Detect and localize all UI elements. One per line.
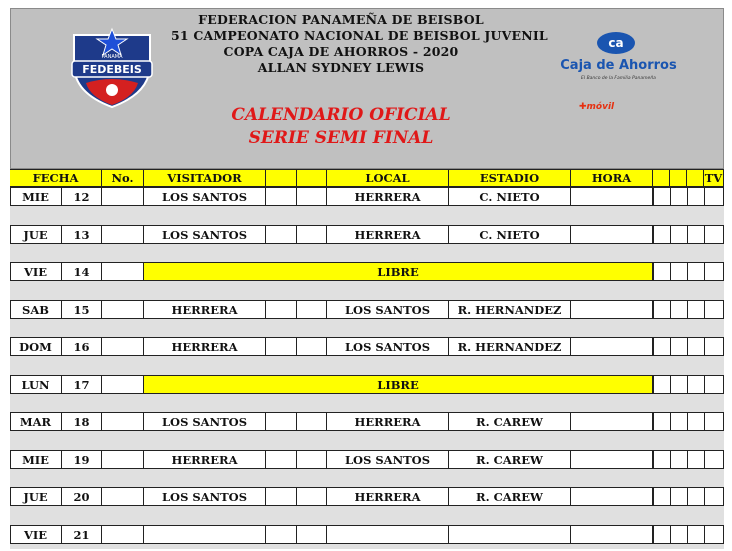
row-time [571,301,653,318]
row-visitor: HERRERA [144,451,266,468]
row-empty [266,488,297,505]
row-date: 19 [62,451,102,468]
table-row [10,225,724,244]
row-number [102,188,144,205]
row-libre: LIBRE [144,376,653,393]
table-row [10,337,724,356]
table-row [10,262,724,281]
row-date: 20 [62,488,102,505]
row-time [571,488,653,505]
subtitle-line-2: SERIE SEMI FINAL [248,128,434,148]
row-local: HERRERA [327,413,449,430]
row-time [571,413,653,430]
row-visitor: LOS SANTOS [144,413,266,430]
schedule-sheet [10,8,724,548]
row-day: VIE [10,263,62,280]
row-stadium: R. HERNANDEZ [449,301,571,318]
row-day: MIE [10,188,62,205]
row-local: HERRERA [327,488,449,505]
row-number [102,338,144,355]
sponsor-name: Caja de Ahorros [560,58,677,73]
col-local: LOCAL [327,170,449,186]
table-row [10,525,724,544]
row-local: LOS SANTOS [327,301,449,318]
row-number [102,263,144,280]
row-day: LUN [10,376,62,393]
table-row [10,300,724,319]
row-number [102,226,144,243]
row-date: 12 [62,188,102,205]
row-date: 16 [62,338,102,355]
row-empty [297,488,327,505]
caja-de-ahorros-logo [596,31,636,55]
row-empty [266,338,297,355]
row-local: LOS SANTOS [327,451,449,468]
row-time [571,526,653,543]
col-fecha: FECHA [10,170,102,186]
caja-logo-mark: ca [608,36,624,50]
row-number [102,376,144,393]
table-row [10,487,724,506]
row-empty [297,226,327,243]
row-stadium: R. CAREW [449,488,571,505]
row-stadium: R. CAREW [449,413,571,430]
col-tv-3 [687,170,704,186]
col-tv-1 [653,170,670,186]
row-empty [297,451,327,468]
subtitle-line-1: CALENDARIO OFICIAL [231,105,451,125]
row-day: SAB [10,301,62,318]
row-date: 17 [62,376,102,393]
schedule-header [10,8,724,169]
fedebeis-logo [66,27,158,109]
row-date: 15 [62,301,102,318]
row-time [571,188,653,205]
col-visitador: VISITADOR [144,170,266,186]
row-empty [297,301,327,318]
row-empty [297,338,327,355]
col-estadio: ESTADIO [449,170,571,186]
row-number [102,451,144,468]
row-stadium [449,526,571,543]
title-line-3: COPA CAJA DE AHORROS - 2020 [223,44,459,59]
row-day: JUE [10,226,62,243]
col-tv: TV [704,171,723,185]
row-visitor: LOS SANTOS [144,188,266,205]
row-date: 13 [62,226,102,243]
row-local: HERRERA [327,226,449,243]
row-libre: LIBRE [144,263,653,280]
movil-text: móvil [586,102,615,112]
row-visitor: LOS SANTOS [144,226,266,243]
title-line-4: ALLAN SYDNEY LEWIS [257,60,425,75]
row-empty [266,188,297,205]
row-time [571,338,653,355]
row-time [571,226,653,243]
row-number [102,526,144,543]
row-number [102,488,144,505]
row-stadium: C. NIETO [449,188,571,205]
col-hora: HORA [571,170,653,186]
row-empty [266,451,297,468]
table-row [10,187,724,206]
row-day: MAR [10,413,62,430]
table-row [10,375,724,394]
row-empty [266,226,297,243]
row-number [102,301,144,318]
row-visitor [144,526,266,543]
row-visitor: HERRERA [144,301,266,318]
row-date: 14 [62,263,102,280]
row-local: HERRERA [327,188,449,205]
row-local [327,526,449,543]
col-no: No. [102,170,144,186]
table-header-row [10,169,724,187]
row-day: MIE [10,451,62,468]
row-date: 18 [62,413,102,430]
row-date: 21 [62,526,102,543]
row-day: VIE [10,526,62,543]
row-day: DOM [10,338,62,355]
row-stadium: R. CAREW [449,451,571,468]
table-row [10,450,724,469]
row-stadium: C. NIETO [449,226,571,243]
row-empty [266,413,297,430]
schedule-table [10,169,724,549]
row-empty [297,413,327,430]
title-line-2: 51 CAMPEONATO NACIONAL DE BEISBOL JUVENIL [171,28,548,43]
row-empty [297,526,327,543]
movil-logo [579,102,614,112]
movil-icon: ✚ [579,102,587,112]
row-local: LOS SANTOS [327,338,449,355]
row-stadium: R. HERNANDEZ [449,338,571,355]
row-time [571,451,653,468]
table-row [10,412,724,431]
row-empty [266,526,297,543]
row-day: JUE [10,488,62,505]
row-number [102,413,144,430]
col-empty-2 [297,170,327,186]
row-visitor: HERRERA [144,338,266,355]
sponsor-tagline: El Banco de la Familia Panameña [581,76,656,81]
fedebeis-logo-small: PANAMÁ [101,54,123,60]
row-empty [266,301,297,318]
fedebeis-logo-text: FEDEBEIS [82,63,142,76]
col-empty-1 [266,170,297,186]
col-tv-2 [670,170,687,186]
row-visitor: LOS SANTOS [144,488,266,505]
row-empty [297,188,327,205]
title-line-1: FEDERACION PANAMEÑA DE BEISBOL [198,12,484,27]
